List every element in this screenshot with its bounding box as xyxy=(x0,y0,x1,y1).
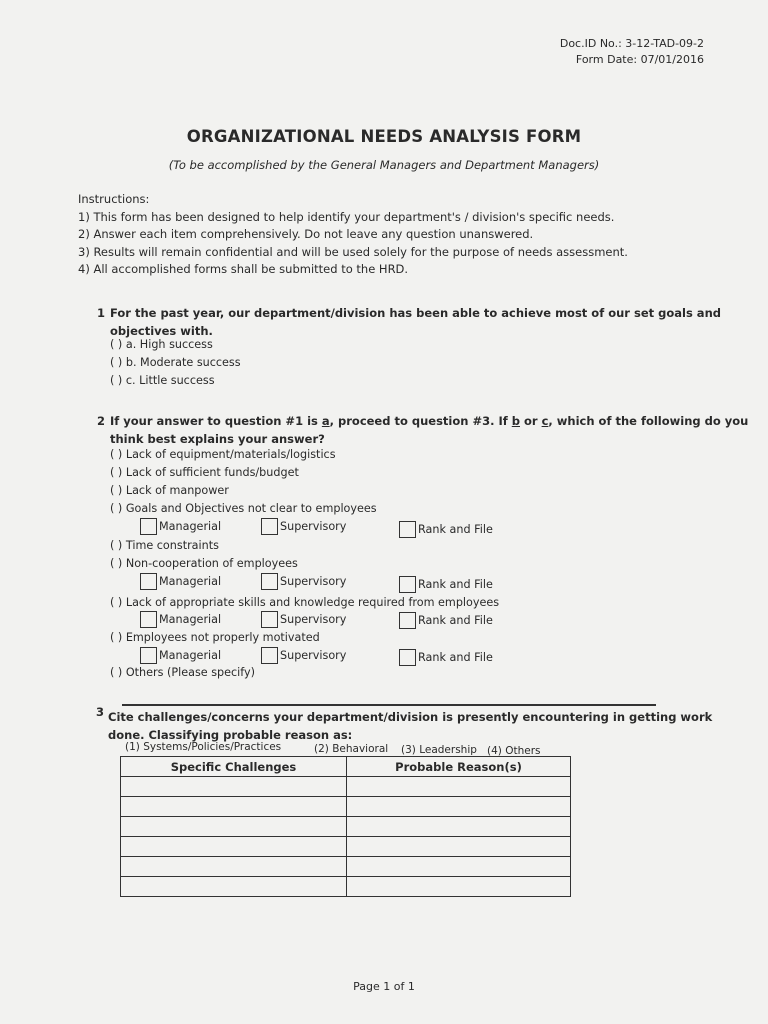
challenge-cell[interactable] xyxy=(121,877,347,897)
q1-option-b[interactable]: ( ) b. Moderate success xyxy=(110,356,241,369)
checkbox-group-noncooperation: Rank and File xyxy=(399,576,493,593)
q1-text: For the past year, our department/division has been able to achieve most of our set goals and xyxy=(110,306,721,320)
q1-option-a[interactable]: ( ) a. High success xyxy=(110,338,213,351)
checkbox-group-skills: Managerial xyxy=(140,611,221,628)
checkbox-group-goals: Rank and File xyxy=(399,521,493,538)
q3-text: done. Classifying probable reason as: xyxy=(108,727,353,742)
challenge-cell[interactable] xyxy=(121,857,347,877)
q3-number: 3 xyxy=(96,705,105,719)
instructions xyxy=(78,191,628,279)
reason-category-leadership: (3) Leadership xyxy=(401,744,477,756)
table-row xyxy=(121,817,571,837)
instruction-item: 3) Results will remain confidential and will be used solely for the purpose of needs assessment. xyxy=(78,244,628,259)
q2-option-equipment[interactable]: ( ) Lack of equipment/materials/logistics xyxy=(110,448,336,461)
form-date: Form Date: 07/01/2016 xyxy=(575,53,704,66)
q2-option-funds[interactable]: ( ) Lack of sufficient funds/budget xyxy=(110,466,299,479)
challenge-cell[interactable] xyxy=(121,817,347,837)
reason-category-others: (4) Others xyxy=(487,745,541,757)
challenges-table xyxy=(120,756,571,897)
supervisory-checkbox[interactable] xyxy=(261,647,278,664)
q1-number: 1 xyxy=(97,306,106,320)
instructions-heading: Instructions: xyxy=(78,192,150,206)
checkbox-group-goals: Managerial xyxy=(140,518,221,535)
checkbox-group-motivation: Rank and File xyxy=(399,649,493,666)
checkbox-group-skills: Supervisory xyxy=(261,611,346,628)
checkbox-group-goals: Supervisory xyxy=(261,518,346,535)
reason-category-systems: (1) Systems/Policies/Practices xyxy=(125,741,282,753)
instruction-item: 4) All accomplished forms shall be submitted to the HRD. xyxy=(78,262,409,276)
managerial-checkbox[interactable] xyxy=(140,611,157,628)
checkbox-group-noncooperation: Supervisory xyxy=(261,573,346,590)
q2-option-noncooperation[interactable]: ( ) Non-cooperation of employees xyxy=(110,557,298,570)
checkbox-group-skills: Rank and File xyxy=(399,612,493,629)
reason-cell[interactable] xyxy=(347,857,571,877)
reason-cell[interactable] xyxy=(347,817,571,837)
checkbox-group-motivation: Supervisory xyxy=(261,647,346,664)
q3-text: Cite challenges/concerns your department/division is presently encountering in getting work xyxy=(108,710,713,724)
page-number: Page 1 of 1 xyxy=(353,980,415,993)
challenge-cell[interactable] xyxy=(121,797,347,817)
table-row xyxy=(121,857,571,877)
table-header-challenges: Specific Challenges xyxy=(121,757,347,777)
supervisory-checkbox[interactable] xyxy=(261,611,278,628)
q2-text: think best explains your answer? xyxy=(110,431,325,446)
reason-cell[interactable] xyxy=(347,877,571,897)
q1-text: objectives with. xyxy=(110,323,213,338)
checkbox-group-motivation: Managerial xyxy=(140,647,221,664)
q2-option-ref-a: a xyxy=(321,414,330,428)
instruction-item: 1) This form has been designed to help identify your department's / division's specific needs. xyxy=(78,209,615,224)
form-subtitle: (To be accomplished by the General Managers and Department Managers) xyxy=(168,158,600,172)
table-row xyxy=(121,877,571,897)
table-header-reasons: Probable Reason(s) xyxy=(347,757,571,777)
q1-options xyxy=(110,336,241,390)
challenge-cell[interactable] xyxy=(121,777,347,797)
q2-option-skills[interactable]: ( ) Lack of appropriate skills and knowledge required from employees xyxy=(110,596,500,609)
managerial-checkbox[interactable] xyxy=(140,518,157,535)
q2-text: If your answer to question #1 is a, proceed to question #3. If b or c, which of the following do you xyxy=(110,414,749,428)
q2-question xyxy=(110,413,748,448)
reason-cell[interactable] xyxy=(347,837,571,857)
managerial-checkbox[interactable] xyxy=(140,573,157,590)
instruction-item: 2) Answer each item comprehensively. Do not leave any question unanswered. xyxy=(78,227,534,241)
table-row xyxy=(121,797,571,817)
rank-and-file-checkbox[interactable] xyxy=(399,649,416,666)
q3-question xyxy=(108,709,712,744)
supervisory-checkbox[interactable] xyxy=(261,573,278,590)
q2-number: 2 xyxy=(97,414,106,428)
q2-option-motivation[interactable]: ( ) Employees not properly motivated xyxy=(110,631,320,644)
q2-option-time[interactable]: ( ) Time constraints xyxy=(110,539,219,552)
table-row xyxy=(121,777,571,797)
q2-option-manpower[interactable]: ( ) Lack of manpower xyxy=(110,484,229,497)
managerial-checkbox[interactable] xyxy=(140,647,157,664)
doc-id: Doc.ID No.: 3-12-TAD-09-2 xyxy=(559,37,704,50)
rank-and-file-checkbox[interactable] xyxy=(399,612,416,629)
others-specify-line[interactable] xyxy=(122,704,656,706)
table-header-row xyxy=(121,757,571,777)
q2-option-others[interactable]: ( ) Others (Please specify) xyxy=(110,666,256,679)
reason-cell[interactable] xyxy=(347,777,571,797)
supervisory-checkbox[interactable] xyxy=(261,518,278,535)
reason-category-behavioral: (2) Behavioral xyxy=(314,743,389,755)
q2-option-ref-c: c xyxy=(541,414,549,428)
q1-option-c[interactable]: ( ) c. Little success xyxy=(110,374,215,387)
reason-cell[interactable] xyxy=(347,797,571,817)
table-row xyxy=(121,837,571,857)
checkbox-group-noncooperation: Managerial xyxy=(140,573,221,590)
q1-question xyxy=(110,305,721,340)
q2-option-goals[interactable]: ( ) Goals and Objectives not clear to employees xyxy=(110,502,377,515)
document-header xyxy=(560,36,704,68)
rank-and-file-checkbox[interactable] xyxy=(399,521,416,538)
rank-and-file-checkbox[interactable] xyxy=(399,576,416,593)
form-title: ORGANIZATIONAL NEEDS ANALYSIS FORM xyxy=(186,127,582,146)
challenge-cell[interactable] xyxy=(121,837,347,857)
q2-option-ref-b: b xyxy=(511,414,520,428)
